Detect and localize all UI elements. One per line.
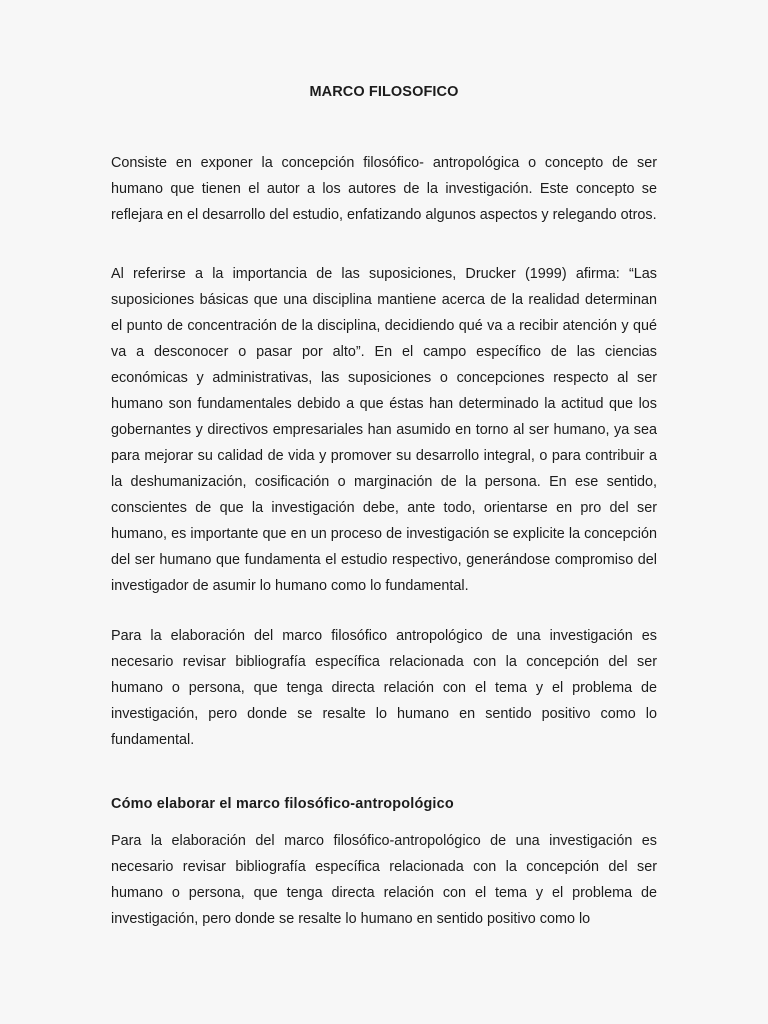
paragraph-definition: Consiste en exponer la concepción filosófico- antropológica o concepto de ser humano que tienen el autor a los autores de la investigación. Este concepto se reflejara en el desarrollo del estudio, enfatizando algunos aspectos y relegando otros.	[111, 155, 657, 223]
section-subheading: Cómo elaborar el marco filosófico-antropológico	[111, 796, 454, 812]
paragraph-how-to: Para la elaboración del marco filosófico-antropológico de una investigación es necesario revisar bibliografía específica relacionada con la concepción del ser humano o persona, que tenga directa relación con el tema y el problema de investigación, pero donde se resalte lo humano en sentido positivo como lo	[111, 833, 657, 927]
paragraph-elaboration: Para la elaboración del marco filosófico antropológico de una investigación es necesario revisar bibliografía específica relacionada con la concepción del ser humano o persona, que tenga directa relación con el tema y el problema de investigación, pero donde se resalte lo humano en sentido positivo como lo fundamental.	[111, 628, 657, 748]
document-title: MARCO FILOSOFICO	[309, 84, 459, 100]
paragraph-drucker-quote: Al referirse a la importancia de las suposiciones, Drucker (1999) afirma: “Las suposiciones básicas que una disciplina mantiene acerca de la realidad determinan el punto de concentración de la disciplina, decidiendo qué va a recibir atención y qué va a desconocer o pasar por alto”. En el campo específico de las ciencias económicas y administrativas, las suposiciones o concepciones respecto al ser humano son fundamentales debido a que éstas han determinado la actitud que los gobernantes y directivos empresariales han asumido en torno al ser humano, ya sea para mejorar su calidad de vida y promover su desarrollo integral, o para contribuir a la deshumanización, cosificación o marginación de la persona. En ese sentido, conscientes de que la investigación debe, ante todo, orientarse en pro del ser humano, es importante que en un proceso de investigación se explicite la concepción del ser humano que fundamenta el estudio respectivo, generándose compromiso del investigador de asumir lo humano como lo fundamental.	[111, 266, 657, 594]
